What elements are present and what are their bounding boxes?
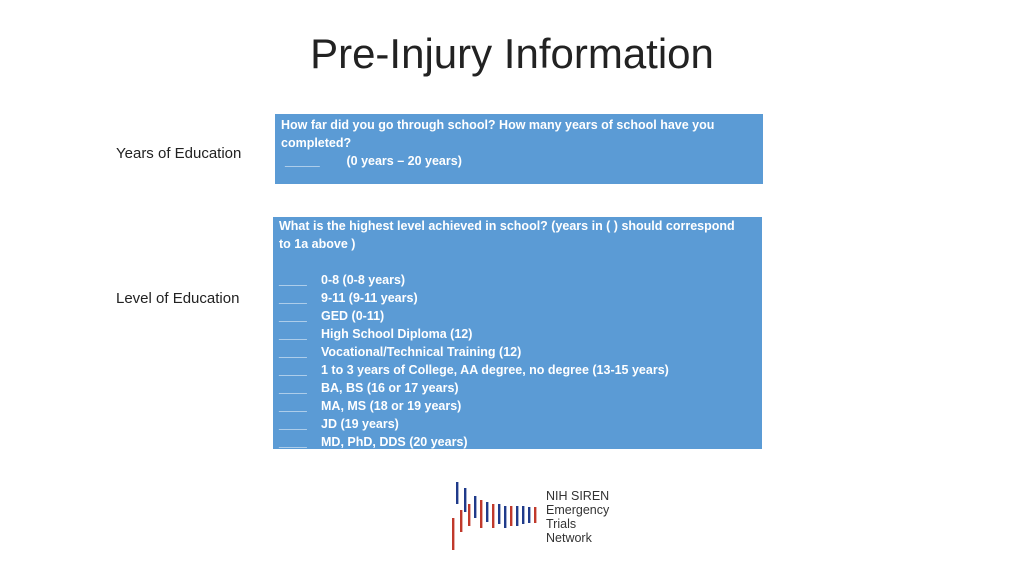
logo-bar [474,496,476,518]
logo-bar [528,507,530,523]
level-option-row[interactable] [279,433,756,449]
level-option-blank[interactable]: ____ [279,435,307,449]
level-option-label: Vocational/Technical Training (12) [321,345,522,359]
logo-bar [486,502,488,522]
logo-bar [492,504,494,528]
level-option-label: BA, BS (16 or 17 years) [321,381,459,395]
level-option-blank[interactable]: ____ [279,327,307,341]
level-option-label: High School Diploma (12) [321,327,473,341]
level-question-line2: to 1a above ) [279,237,356,251]
level-option-row[interactable] [279,379,756,397]
level-option-blank[interactable]: ____ [279,363,307,377]
level-option-row[interactable] [279,271,756,289]
logo-bars-icon [452,482,536,550]
logo-bar [456,482,458,504]
level-option-row[interactable] [279,361,756,379]
level-option-blank[interactable]: ____ [279,399,307,413]
logo-bar [522,506,524,524]
years-range-text: (0 years – 20 years) [346,154,462,168]
level-option-label: 9-11 (9-11 years) [321,291,418,305]
level-option-label: 0-8 (0-8 years) [321,273,406,287]
level-options-list [279,271,756,449]
logo-bar [498,504,500,524]
level-option-row[interactable] [279,307,756,325]
level-option-blank[interactable]: ____ [279,417,307,431]
logo-line2: Emergency [546,503,610,517]
logo-line3: Trials [546,517,577,531]
level-option-label: 1 to 3 years of College, AA degree, no degree (13-15 years) [321,363,669,377]
level-option-label: MD, PhD, DDS (20 years) [321,435,468,449]
years-answer-blank[interactable]: _____ [285,154,320,168]
logo-bar [468,504,470,526]
logo-bar [480,500,482,528]
level-option-blank[interactable]: ____ [279,273,307,287]
level-of-education-label: Level of Education [116,290,240,307]
level-option-row[interactable] [279,397,756,415]
level-of-education-box [273,217,762,449]
level-option-row[interactable] [279,325,756,343]
logo-line4: Network [546,531,592,545]
logo-line1: NIH SIREN [546,489,610,503]
years-question-line1: How far did you go through school? How many years of school have you [281,118,715,132]
level-option-row[interactable] [279,343,756,361]
level-option-blank[interactable]: ____ [279,345,307,359]
logo-bar [516,506,518,526]
years-question-line2: completed? [281,136,352,150]
level-option-label: JD (19 years) [321,417,399,431]
logo-text [546,489,609,545]
level-option-blank[interactable]: ____ [279,381,307,395]
logo-bar [452,518,454,550]
level-option-label: GED (0-11) [321,309,385,323]
level-option-blank[interactable]: ____ [279,309,307,323]
years-of-education-label: Years of Education [116,145,242,162]
logo-bar [510,506,512,526]
level-question-line1: What is the highest level achieved in school? (years in ( ) should correspond [279,219,735,233]
years-of-education-box [275,114,763,184]
logo-bar [534,507,536,523]
logo-bar [460,510,462,532]
slide-title: Pre-Injury Information [310,30,714,77]
level-option-label: MA, MS (18 or 19 years) [321,399,462,413]
logo-bar [464,488,466,512]
level-option-row[interactable] [279,415,756,433]
logo-bar [504,506,506,528]
level-option-blank[interactable]: ____ [279,291,307,305]
level-option-row[interactable] [279,289,756,307]
